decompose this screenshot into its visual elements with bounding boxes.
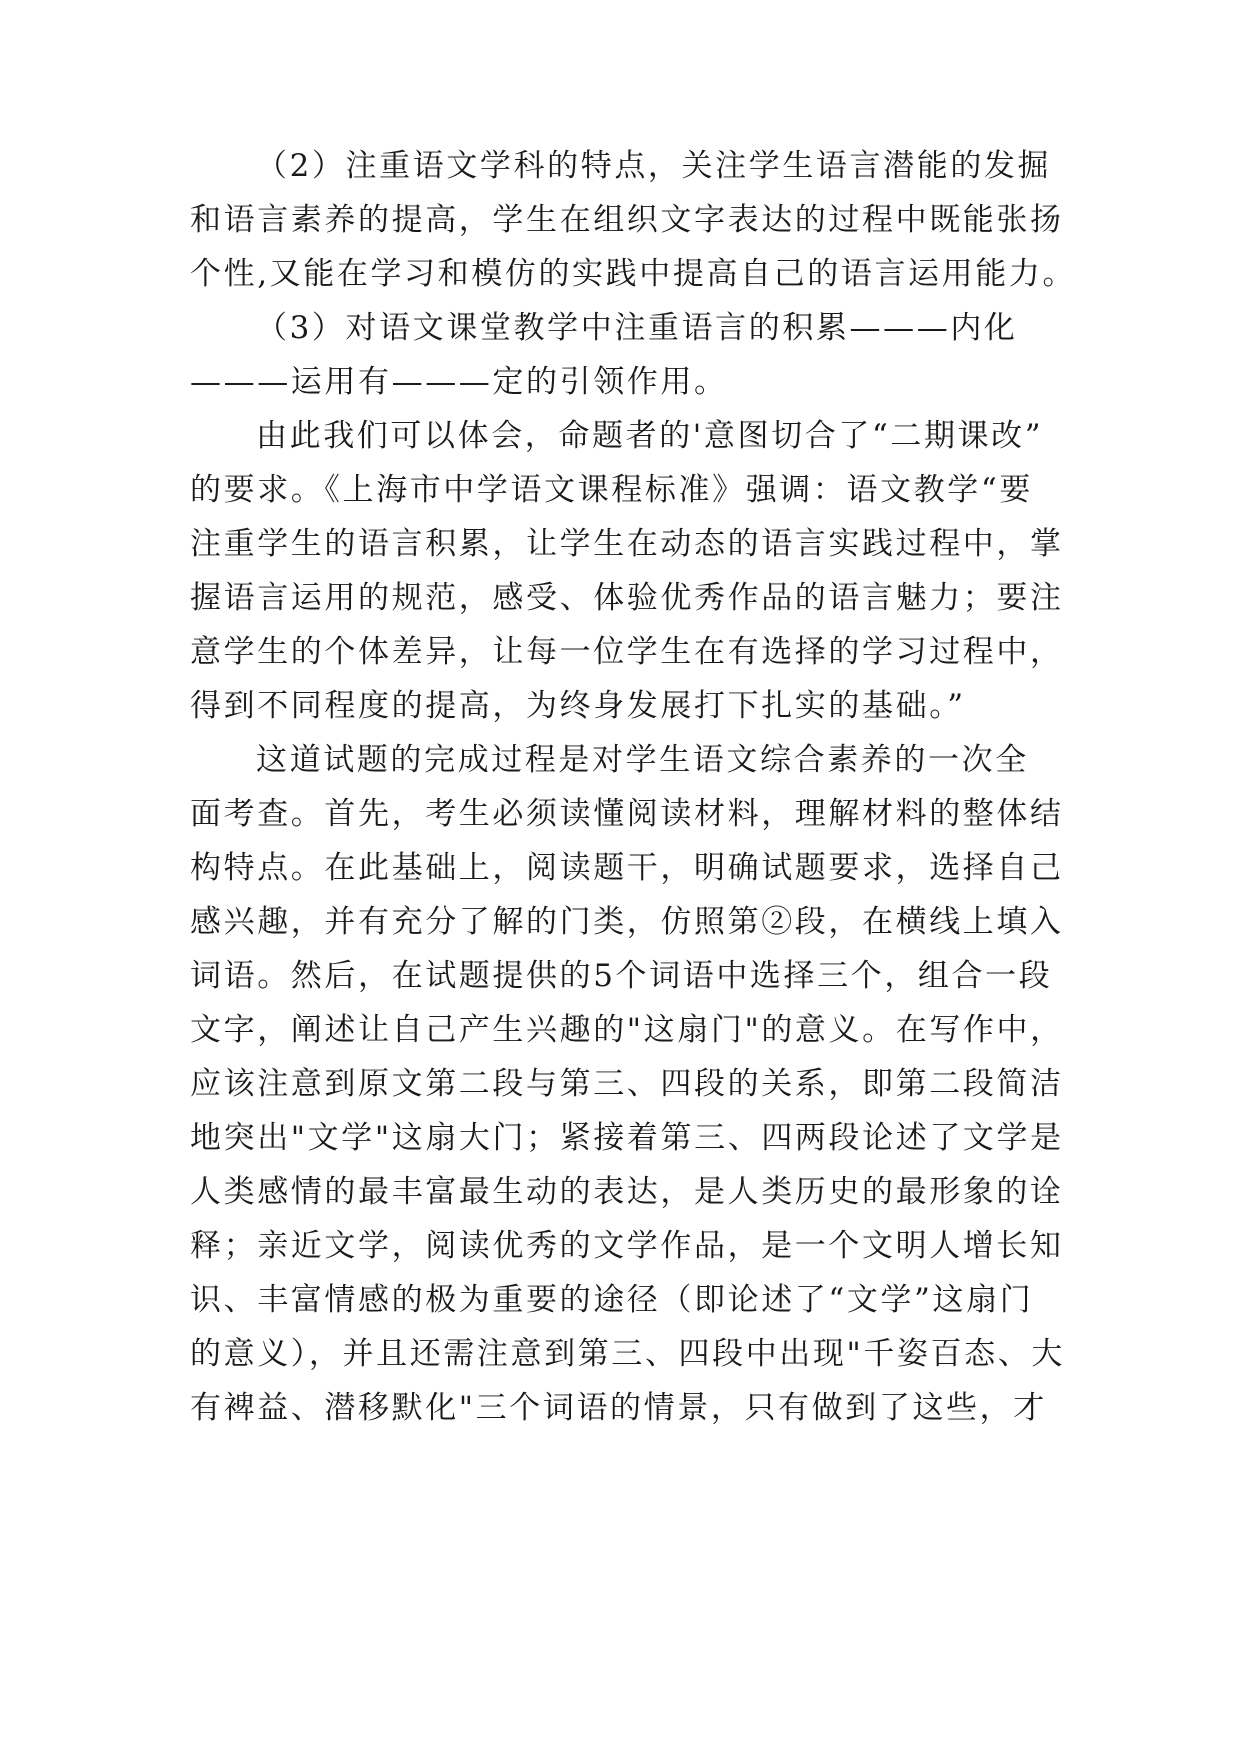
text-line: 文字，阐述让自己产生兴趣的"这扇门"的意义。在写作中，: [190, 1012, 1064, 1048]
text-line: 释；亲近文学，阅读优秀的文学作品，是一个文明人增长知: [190, 1228, 1064, 1264]
text-line: 构特点。在此基础上，阅读题干，明确试题要求，选择自己: [190, 850, 1064, 886]
text-line: 握语言运用的规范，感受、体验优秀作品的语言魅力；要注: [190, 580, 1064, 616]
text-line: 意学生的个体差异，让每一位学生在有选择的学习过程中，: [190, 634, 1064, 670]
text-line: 由此我们可以体会，命题者的'意图切合了“二期课改”: [256, 418, 1044, 454]
text-line: 人类感情的最丰富最生动的表达，是人类历史的最形象的诠: [190, 1174, 1064, 1210]
text-line: 应该注意到原文第二段与第三、四段的关系，即第二段简洁: [190, 1066, 1064, 1102]
text-line: 的意义），并且还需注意到第三、四段中出现"千姿百态、大: [190, 1336, 1065, 1372]
text-line: （3）对语文课堂教学中注重语言的积累———内化: [256, 310, 1018, 346]
text-line: 识、丰富情感的极为重要的途径（即论述了“文学”这扇门: [190, 1282, 1034, 1318]
text-line: 这道试题的完成过程是对学生语文综合素养的一次全: [256, 742, 1029, 778]
text-line: 有裨益、潜移默化"三个词语的情景，只有做到了这些，才: [190, 1390, 1047, 1426]
text-line: 个性,又能在学习和模仿的实践中提高自己的语言运用能力。: [190, 256, 1077, 292]
text-line: 词语。然后，在试题提供的5个词语中选择三个，组合一段: [190, 958, 1053, 994]
text-line: 感兴趣，并有充分了解的门类，仿照第②段，在横线上填入: [190, 904, 1064, 940]
text-line: 地突出"文学"这扇大门；紧接着第三、四两段论述了文学是: [190, 1120, 1064, 1156]
text-line: （2）注重语文学科的特点，关注学生语言潜能的发掘: [256, 148, 1052, 184]
text-line: 和语言素养的提高，学生在组织文字表达的过程中既能张扬: [190, 202, 1064, 238]
text-line: ———运用有———定的引领作用。: [190, 364, 728, 400]
text-line: 面考查。首先，考生必须读懂阅读材料，理解材料的整体结: [190, 796, 1064, 832]
text-line: 的要求。《上海市中学语文课程标准》强调：语文教学“要: [190, 472, 1033, 508]
text-line: 注重学生的语言积累，让学生在动态的语言实践过程中，掌: [190, 526, 1064, 562]
text-line: 得到不同程度的提高，为终身发展打下扎实的基础。”: [190, 688, 966, 724]
